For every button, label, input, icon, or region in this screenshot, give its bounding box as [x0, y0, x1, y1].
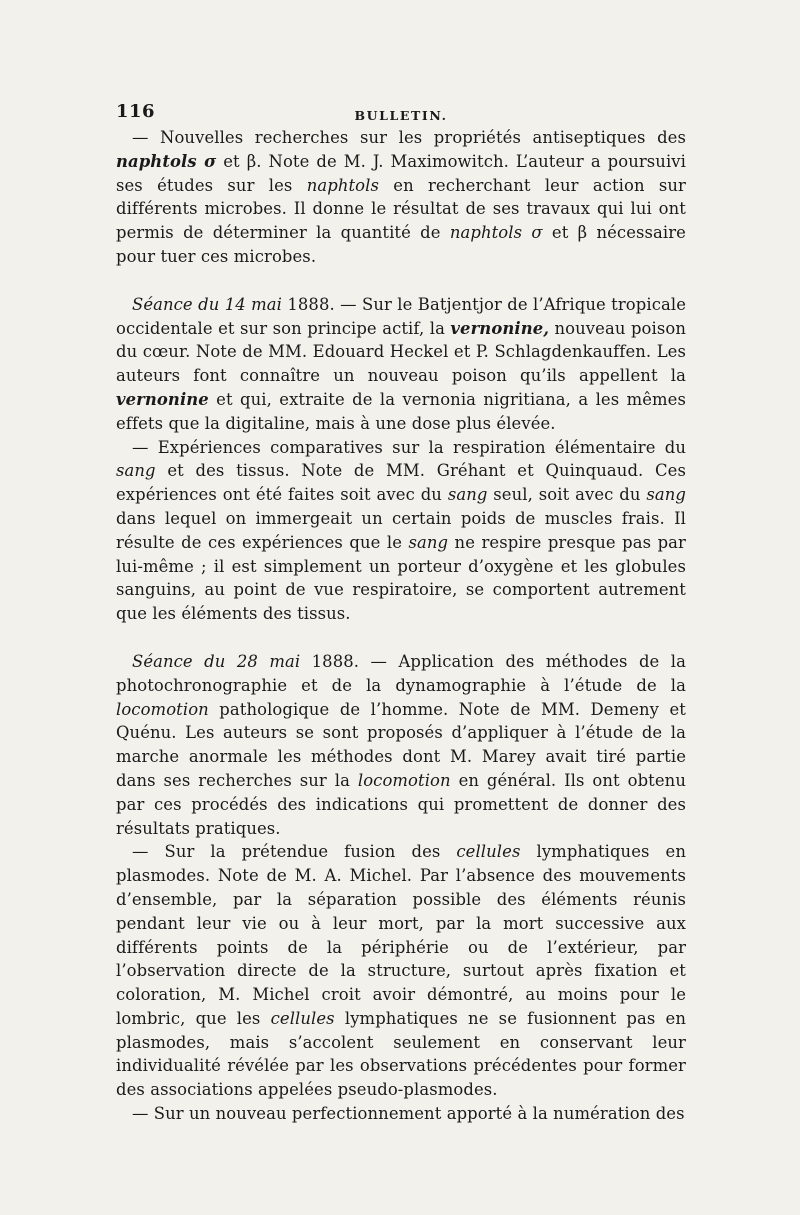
- page-header: [116, 96, 686, 126]
- paragraph-respiration: — Expériences comparatives sur la respiration élémentaire du sang et des tissus. Note de MM. Gréhant et Quinquaud. Ces expériences ont été faites soit avec du sang seul, soit avec du sang dans lequel on immergeait un certain poids de muscles frais. Il résulte de ces expériences que le sang ne respire presque pas par lui-même ; il est simplement un porteur d’oxygène et les globules sanguins, au point de vue respiratoire, se comportent autrement que les éléments des tissus.: [116, 437, 686, 624]
- document-page: [116, 96, 686, 1126]
- paragraph-cellules: — Sur la prétendue fusion des cellules lymphatiques en plasmodes. Note de M. A. Michel. Par l’absence des mouvements d’ensemble, par la séparation possible des éléments réunis pendant leur vie ou à leur mort, par la mort successive aux différents points de la périphérie ou de l’extérieur, par l’observation directe de la structure, surtout après fixation et coloration, M. Michel croit avoir démontré, au moins pour le lombric, que les cellules lymphatiques ne se fusionnent pas en plasmodes, mais s’accolent seulement en conservant leur individualité révélée par les observations précédentes pour former des associations appelées pseudo-plasmodes.: [116, 842, 687, 1100]
- paragraph-naphtols: — Nouvelles recherches sur les propriétés antiseptiques des naphtols σ et β. Note de M. J. Maximowitch. L’auteur a poursuivi ses études sur les naphtols en recherchant leur action sur différents microbes. Il donne le résultat de ses travaux qui lui ont permis de déterminer la quantité de naphtols σ et β nécessaire pour tuer ces microbes.: [116, 128, 686, 266]
- page-number: 116: [116, 101, 156, 122]
- paragraph-seance-14-mai: Séance du 14 mai 1888. — Sur le Batjentjor de l’Afrique tropicale occidentale et sur son principe actif, la vernonine, nouveau poison du cœur. Note de MM. Edouard Heckel et P. Schlagdenkauffen. Les auteurs font connaître un nouveau poison qu’ils appellent la vernonine et qui, extraite de la vernonia nigritiana, a les mêmes effets que la digitaline, mais à une dose plus élevée.: [116, 294, 687, 433]
- paragraph-seance-28-mai: Séance du 28 mai 1888. — Application des méthodes de la photochronographie et de la dynamographie à l’étude de la locomotion pathologique de l’homme. Note de MM. Demeny et Quénu. Les auteurs se sont proposés d’appliquer à l’étude de la marche anormale les méthodes dont M. Marey avait tiré partie dans ses recherches sur la locomotion en général. Ils ont obtenu par ces procédés des indications qui promettent de donner des résultats pratiques.: [116, 651, 686, 838]
- paragraph-numeration: — Sur un nouveau perfectionnement apporté à la numération des: [132, 1104, 685, 1124]
- running-head: BULLETIN.: [354, 108, 448, 123]
